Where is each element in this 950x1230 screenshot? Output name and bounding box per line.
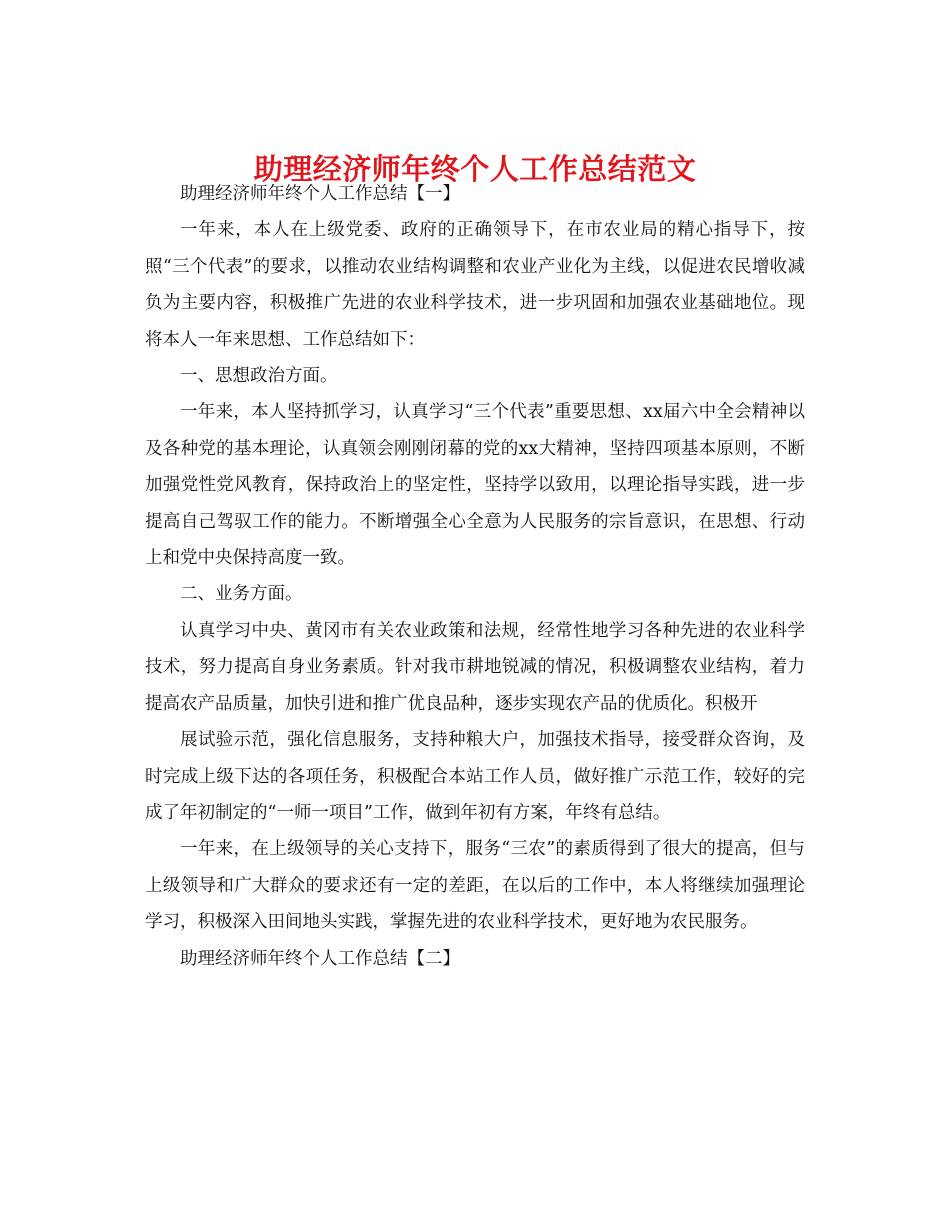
business-paragraph: 认真学习中央、黄冈市有关农业政策和法规，经常性地学习各种先进的农业科学技术，努力提高自身业务素质。针对我市耕地锐减的情况，积极调整农业结构，着力提高农产品质量，加快引进和推广优良品种，逐步实现农产品的优质化。积极开 xyxy=(145,620,805,714)
conclusion-paragraph: 一年来，在上级领导的关心支持下，服务“三农”的素质得到了很大的提高，但与上级领导和广大群众的要求还有一定的差距，在以后的工作中，本人将继续加强理论学习，积极深入田间地头实践，掌握先进的农业科学技术，更好地为农民服务。 xyxy=(145,839,805,933)
politics-paragraph: 一年来，本人坚持抓学习，认真学习“三个代表”重要思想、xx届六中全会精神以及各种党的基本理论，认真领会刚刚闭幕的党的xx大精神，坚持四项基本原则，不断加强党性党风教育，保持政治上的坚定性，坚持学以致用，以理论指导实践，进一步提高自己驾驭工作的能力。不断增强全心全意为人民服务的宗旨意识，在思想、行动上和党中央保持高度一致。 xyxy=(145,402,805,569)
business-paragraph-continued: 展试验示范，强化信息服务，支持种粮大户，加强技术指导，接受群众咨询，及时完成上级下达的各项任务，积极配合本站工作人员，做好推广示范工作，较好的完成了年初制定的“一师一项目”工作，做到年初有方案，年终有总结。 xyxy=(145,730,805,823)
intro-paragraph: 一年来，本人在上级党委、政府的正确领导下，在市农业局的精心指导下，按照“三个代表”的要求，以推动农业结构调整和农业产业化为主线，以促进农民增收减负为主要内容，积极推广先进的农业科学技术，进一步巩固和加强农业基础地位。现将本人一年来思想、工作总结如下： xyxy=(145,220,805,350)
subsection-heading-politics: 一、思想政治方面。 xyxy=(180,366,338,387)
section-heading-two: 助理经济师年终个人工作总结【二】 xyxy=(180,948,460,969)
document-title: 助理经济师年终个人工作总结范文 xyxy=(253,152,697,187)
document-body xyxy=(145,176,805,977)
subsection-heading-business: 二、业务方面。 xyxy=(180,584,303,605)
section-heading-one: 助理经济师年终个人工作总结【一】 xyxy=(180,184,460,204)
